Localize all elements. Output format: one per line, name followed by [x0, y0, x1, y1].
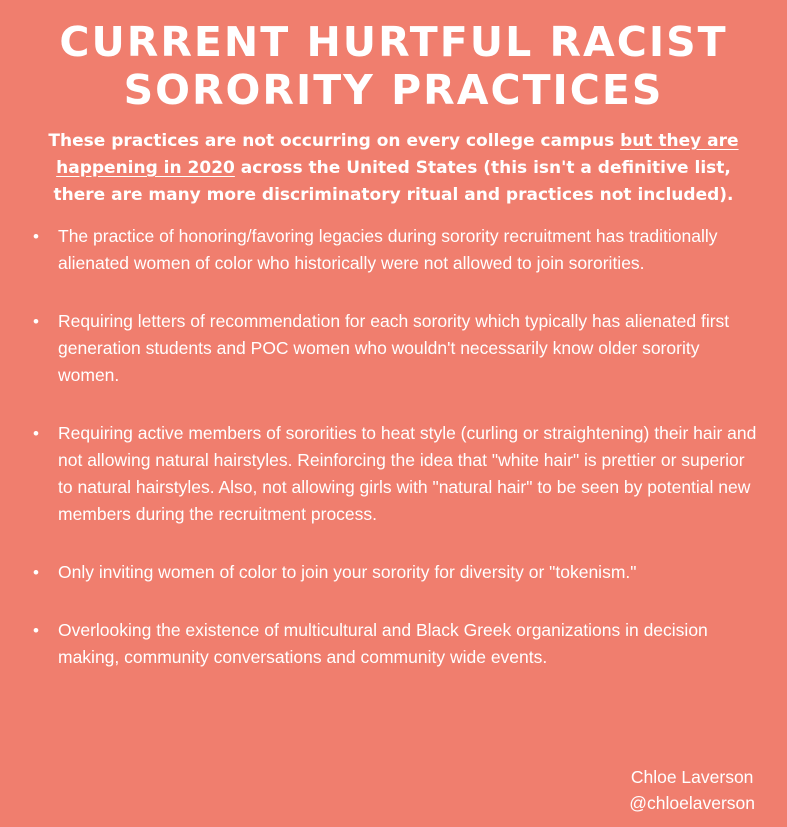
bullet-icon: • [33, 424, 39, 443]
list-item [30, 420, 757, 528]
list-item [30, 223, 757, 277]
intro-underlined-text: but they are happening in 2020 [56, 131, 739, 178]
intro-text-part1: These practices are not occurring on every college campus [48, 131, 621, 151]
list-item-text: Only inviting women of color to join your sorority for diversity or "tokenism." [58, 562, 637, 582]
list-item-text: Overlooking the existence of multicultural and Black Greek organizations in decision making, community conversations and community wide events. [58, 620, 708, 667]
list-item [30, 617, 757, 671]
bullet-icon: • [33, 312, 39, 331]
list-item-text: The practice of honoring/favoring legacies during sorority recruitment has traditionally alienated women of color who historically were not allowed to join sororities. [58, 226, 718, 273]
title-line-2: SORORITY PRACTICES [123, 66, 664, 114]
list-item [30, 559, 757, 586]
intro-text-part2: across the United States (this isn't a definitive list, there are many more discriminatory ritual and practices not included). [53, 158, 734, 205]
bullet-icon: • [33, 621, 39, 640]
list-item [30, 308, 757, 389]
list-item-text: Requiring letters of recommendation for each sorority which typically has alienated first generation students and POC women who wouldn't necessarily know older sorority women. [58, 311, 730, 385]
bullet-icon: • [33, 563, 39, 582]
page-title [30, 18, 757, 114]
list-item-text: Requiring active members of sororities to heat style (curling or straightening) their hair and not allowing natural hairstyles. Reinforcing the idea that "white hair" is prettier or superior to natural hairstyles. Also, not allowing girls with "natural hair" to be seen by potential new members during the recruitment process. [58, 423, 757, 524]
title-line-1: CURRENT HURTFUL RACIST [59, 18, 728, 66]
author-signature [629, 764, 755, 816]
bullet-icon: • [33, 227, 39, 246]
author-name: Chloe Laverson [630, 767, 754, 787]
practices-list [30, 223, 757, 671]
author-handle: @chloelaverson [629, 793, 755, 813]
intro-paragraph [34, 128, 753, 209]
